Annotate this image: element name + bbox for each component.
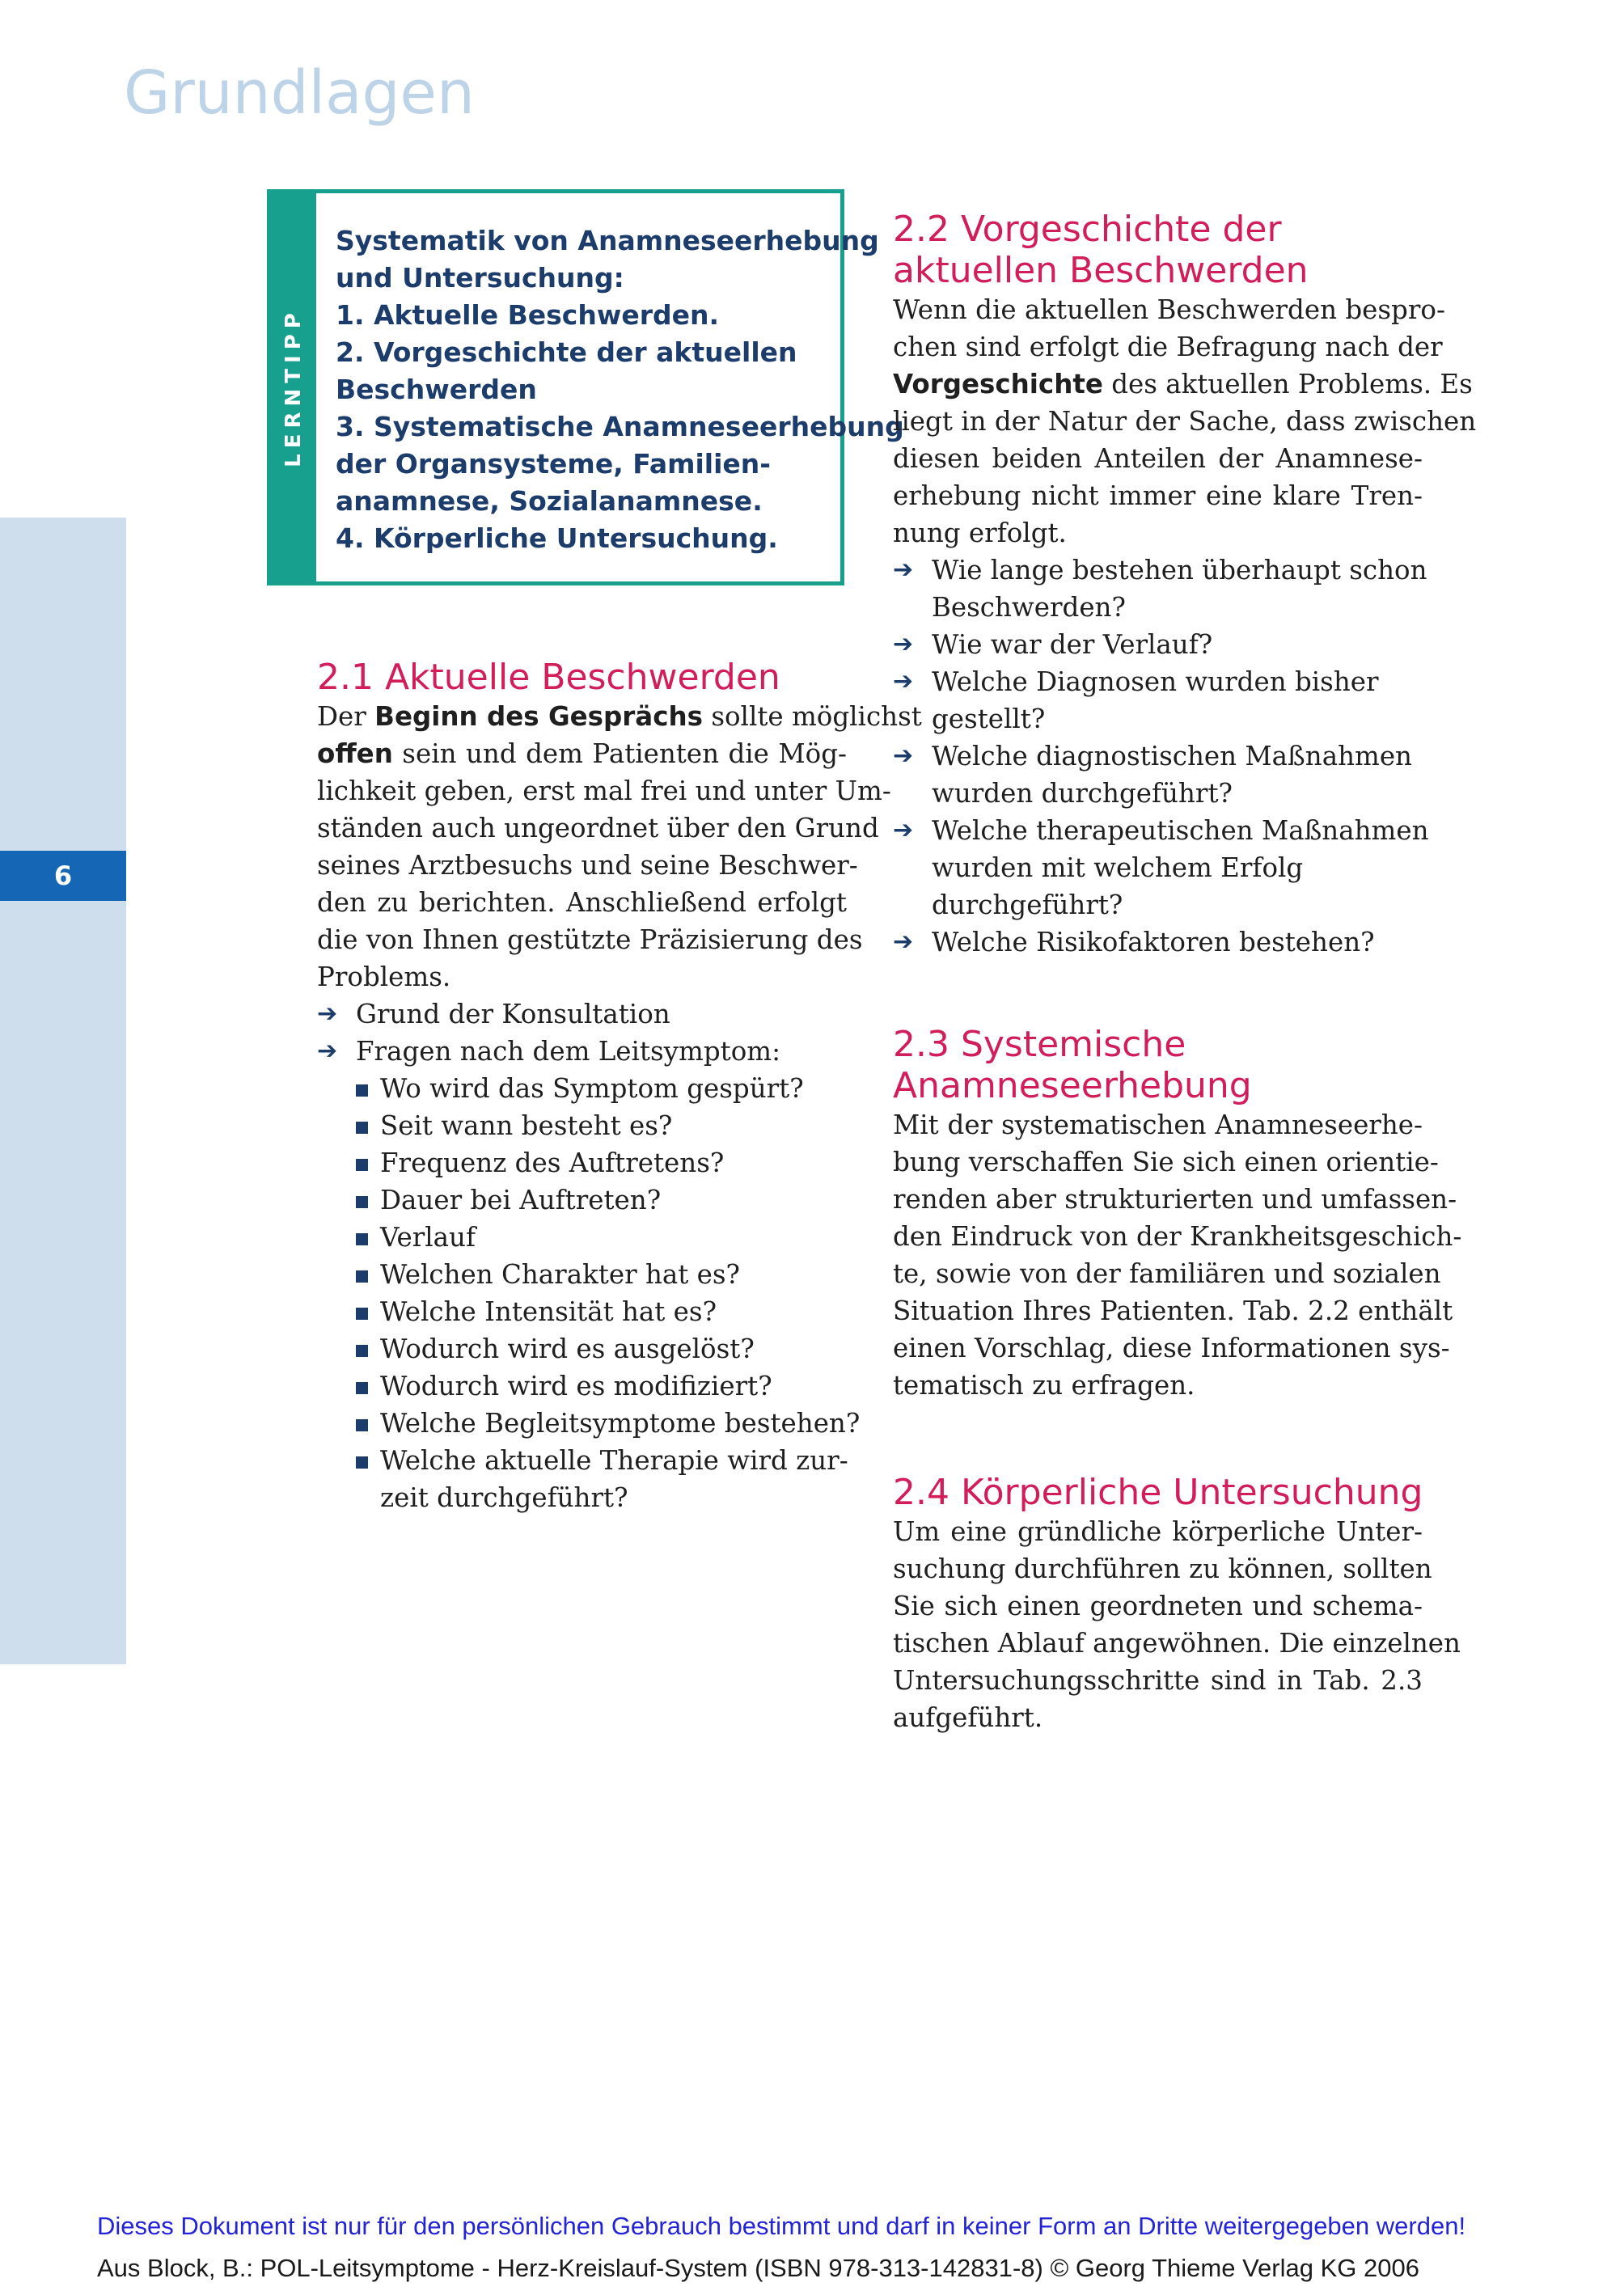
arrow-right-icon: ➔ [893, 556, 914, 584]
sub-list-item: Welche aktuelle Therapie wird zur- zeit durchgeführt? [317, 1442, 847, 1516]
section-body [893, 291, 1477, 961]
square-bullet-icon [356, 1382, 368, 1394]
square-bullet-icon [356, 1196, 368, 1208]
sub-list-item: Welche Begleitsymptome bestehen? [317, 1405, 847, 1442]
square-bullet-icon [356, 1456, 368, 1469]
tip-line: 2. Vorgeschichte der aktuellen [336, 336, 797, 368]
text-line: liegt in der Natur der Sache, dass zwischen [893, 406, 1477, 437]
text-line: chen sind erfolgt die Befragung nach der [893, 332, 1443, 362]
tip-line: der Organsysteme, Familien- [336, 448, 771, 480]
text-line: renden aber strukturierten und umfassen- [893, 1184, 1457, 1215]
text-line: tematisch zu erfragen. [893, 1370, 1195, 1401]
section-body [893, 1513, 1461, 1736]
sub-list-item: Welche Intensität hat es? [317, 1293, 847, 1330]
square-bullet-icon [356, 1419, 368, 1431]
section-heading [893, 1472, 1423, 1513]
text-line: Mit der systematischen Anamneseerhe- [893, 1110, 1423, 1140]
section-body [893, 1106, 1462, 1404]
text-line: suchung durchführen zu können, sollten [893, 1553, 1432, 1584]
text-line: Der Beginn des Gesprächs sollte möglichst [317, 701, 922, 732]
text-line: einen Vorschlag, diese Informationen sys- [893, 1333, 1450, 1363]
text-line: Problems. [317, 962, 451, 992]
arrow-right-icon: ➔ [893, 928, 914, 956]
text-line: seines Arztbesuchs und seine Beschwer- [317, 850, 858, 881]
list-item: ➔ Fragen nach dem Leitsymptom: [317, 1033, 847, 1070]
list-item: ➔ Wie lange bestehen überhaupt schon Beschwerden? [893, 552, 1423, 626]
section-body [317, 698, 922, 1516]
list-item: ➔ Welche diagnostischen Maßnahmen wurden durchgeführt? [893, 738, 1423, 812]
list-item: ➔ Wie war der Verlauf? [893, 626, 1423, 663]
arrow-right-icon: ➔ [893, 816, 914, 844]
learning-tip-band [271, 193, 316, 581]
text-line: aufgeführt. [893, 1702, 1043, 1733]
learning-tip-label: LERNTIPP [281, 307, 306, 467]
square-bullet-icon [356, 1122, 368, 1134]
tip-line: Systematik von Anamneseerhebung [336, 225, 879, 256]
heading-line: 2.3 Systemische [893, 1024, 1186, 1065]
heading-line: 2.4 Körperliche Untersuchung [893, 1472, 1423, 1513]
text-line: erhebung nicht immer eine klare Tren- [893, 480, 1423, 511]
text-line: Situation Ihres Patienten. Tab. 2.2 enthält [893, 1296, 1453, 1326]
text-line: Sie sich einen geordneten und schema- [893, 1591, 1423, 1621]
section-2-2 [893, 209, 1477, 961]
tip-line: 3. Systematische Anamneseerhebung [336, 411, 904, 442]
square-bullet-icon [356, 1159, 368, 1171]
square-bullet-icon [356, 1233, 368, 1245]
text-line: te, sowie von der familiären und sozialen [893, 1258, 1441, 1289]
square-bullet-icon [356, 1084, 368, 1097]
text-line: bung verschaffen Sie sich einen orientie- [893, 1147, 1439, 1177]
square-bullet-icon [356, 1308, 368, 1320]
list-item: ➔ Welche therapeutischen Maßnahmen wurden mit welchem Erfolg durchgeführt? [893, 812, 1423, 924]
side-margin-bar [0, 518, 126, 1664]
footer-citation: Aus Block, B.: POL-Leitsymptome - Herz-Kreislauf-System (ISBN 978-313-142831-8) © Georg Thieme Verlag KG 2006 [97, 2254, 1419, 2282]
text-line: Untersuchungsschritte sind in Tab. 2.3 [893, 1665, 1423, 1696]
tip-line: anamnese, Sozialanamnese. [336, 485, 763, 517]
text-line: den Eindruck von der Krankheitsgeschich- [893, 1221, 1462, 1252]
tip-line: 4. Körperliche Untersuchung. [336, 522, 778, 554]
section-heading [317, 657, 847, 698]
footer-notice: Dieses Dokument ist nur für den persönlichen Gebrauch bestimmt und darf in keiner Form an Dritte weitergegeben werden! [97, 2212, 1466, 2240]
arrow-right-icon: ➔ [317, 1037, 338, 1065]
arrow-right-icon: ➔ [893, 630, 914, 658]
text-line: nung erfolgt. [893, 518, 1067, 548]
list-item: ➔ Welche Diagnosen wurden bisher gestellt? [893, 663, 1423, 738]
sub-list-item: Wodurch wird es modifiziert? [317, 1367, 847, 1405]
learning-tip-box [267, 189, 904, 585]
text-line: tischen Ablauf angewöhnen. Die einzelnen [893, 1628, 1461, 1659]
heading-line: 2.2 Vorgeschichte der [893, 209, 1282, 250]
text-line: offen sein und dem Patienten die Mög- [317, 738, 847, 769]
page-number: 6 [0, 851, 126, 901]
section-2-4 [893, 1472, 1461, 1736]
heading-line: Anamneseerhebung [893, 1065, 1252, 1106]
text-line: ständen auch ungeordnet über den Grund [317, 813, 879, 843]
text-line: Um eine gründliche körperliche Unter- [893, 1516, 1423, 1547]
sub-list-item: Wodurch wird es ausgelöst? [317, 1330, 847, 1367]
text-line: den zu berichten. Anschließend erfolgt [317, 887, 847, 918]
text-line: Wenn die aktuellen Beschwerden bespro- [893, 294, 1445, 325]
sub-list-item: Frequenz des Auftretens? [317, 1144, 847, 1181]
sub-list-item: Welchen Charakter hat es? [317, 1256, 847, 1293]
tip-line: und Untersuchung: [336, 262, 624, 294]
section-2-1 [317, 657, 922, 1516]
section-2-3 [893, 1024, 1462, 1404]
square-bullet-icon [356, 1270, 368, 1283]
section-heading [893, 1024, 1423, 1106]
list-item: ➔ Welche Risikofaktoren bestehen? [893, 924, 1423, 961]
sub-list-item: Wo wird das Symptom gespürt? [317, 1070, 847, 1107]
arrow-right-icon: ➔ [893, 742, 914, 770]
learning-tip-text [336, 222, 904, 557]
heading-line: aktuellen Beschwerden [893, 250, 1309, 291]
arrow-right-icon: ➔ [893, 667, 914, 695]
arrow-right-icon: ➔ [317, 1000, 338, 1028]
sub-list-item: Verlauf [317, 1219, 847, 1256]
square-bullet-icon [356, 1345, 368, 1357]
text-line: lichkeit geben, erst mal frei und unter Um- [317, 776, 891, 806]
tip-line: Beschwerden [336, 374, 537, 405]
sub-list-item: Seit wann besteht es? [317, 1107, 847, 1144]
text-line: diesen beiden Anteilen der Anamnese- [893, 443, 1423, 474]
running-header-title: Grundlagen [124, 58, 475, 128]
tip-line: 1. Aktuelle Beschwerden. [336, 299, 720, 331]
sub-list-item: Dauer bei Auftreten? [317, 1181, 847, 1219]
heading-line: 2.1 Aktuelle Beschwerden [317, 657, 780, 698]
text-line: die von Ihnen gestützte Präzisierung des [317, 924, 863, 955]
text-line: Vorgeschichte des aktuellen Problems. Es [893, 369, 1473, 399]
section-heading [893, 209, 1423, 291]
list-item: ➔ Grund der Konsultation [317, 995, 847, 1033]
